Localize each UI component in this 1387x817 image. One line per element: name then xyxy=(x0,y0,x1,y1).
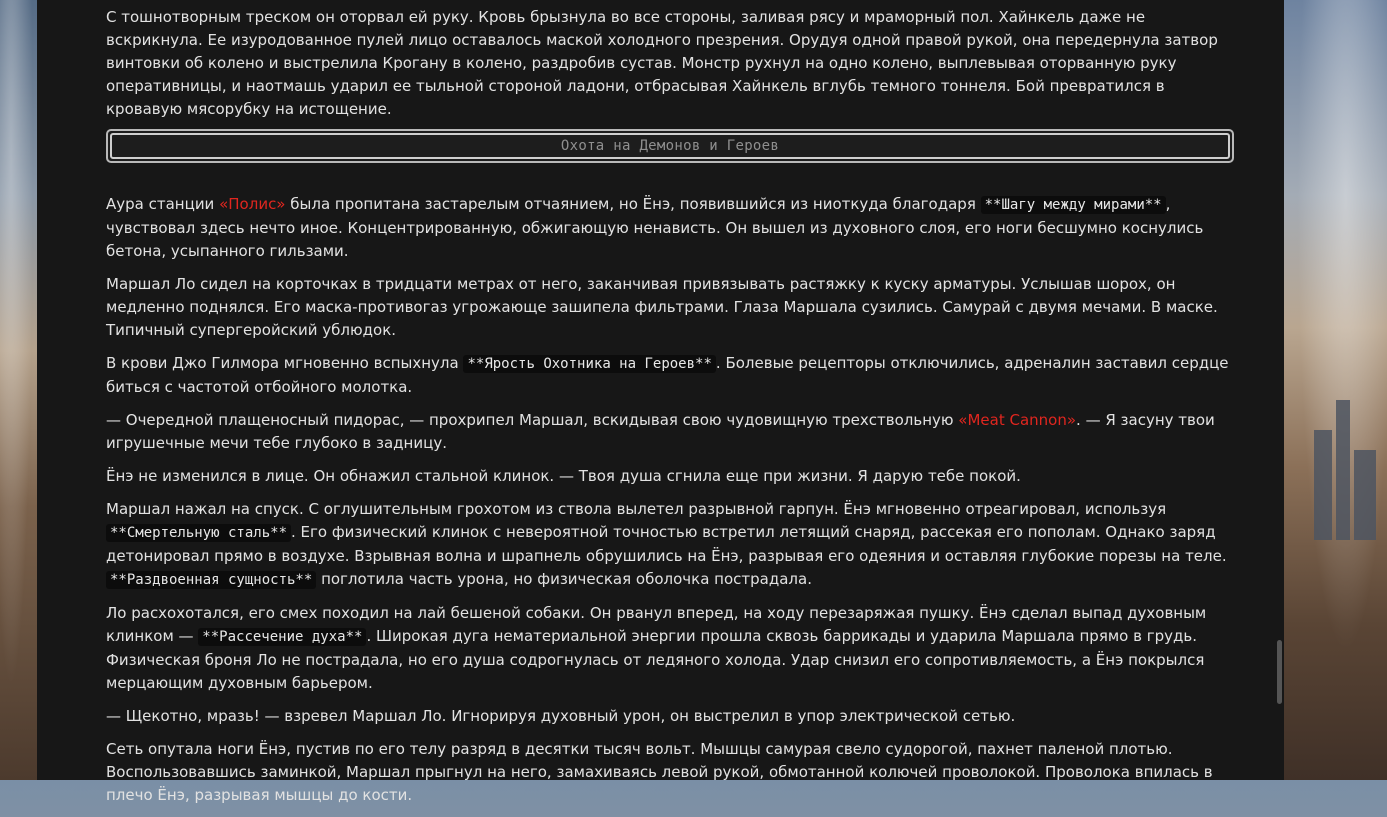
story-paragraph: Маршал Ло сидел на корточках в тридцати метрах от него, заканчивая привязывать растяжку к куску арматуры. Услышав шорох, он медленно поднялся. Его маска-противогаз угрожающе зашипела фильтрами. Глаза Маршала сузились. Самурай с двумя мечами. В маске. Типичный супергеройский ублюдок. xyxy=(106,275,1218,339)
story-paragraph xyxy=(106,6,1234,121)
ruin-silhouette xyxy=(1336,400,1350,540)
paragraph-text: С тошнотворным треском он оторвал ей руку. Кровь брызнула во все стороны, заливая рясу и мраморный пол. Хайнкель даже не вскрикнула. Ее изуродованное пулей лицо оставалось маской холодного презрения. Орудуя одной правой рукой, она передернула затвор винтовки об колено и выстрелила Крогану в колено, раздробив сустав. Монстр рухнул на одно колено, выплевывая оторванную руку оперативницы, и наотмашь ударил ее тыльной стороной ладони, отбрасывая Хайнкель вглубь темного тоннеля. Бой превратился в кровавую мясорубку на истощение. xyxy=(106,8,1218,118)
story-panel xyxy=(37,0,1284,804)
skill-code: **Шагу между мирами** xyxy=(981,196,1166,214)
story-paragraph: В крови Джо Гилмора мгновенно вспыхнула **Ярость Охотника на Героев** . Болевые рецепторы отключились, адреналин заставил сердце биться с частотой отбойного молотка. xyxy=(106,354,1229,396)
skill-code: **Ярость Охотника на Героев** xyxy=(463,355,715,373)
story-content xyxy=(106,6,1234,817)
weapon-highlight: «Meat Cannon» xyxy=(958,411,1077,429)
ruin-silhouette xyxy=(1354,450,1376,540)
skill-code: **Раздвоенная сущность** xyxy=(106,571,316,589)
skill-code: **Смертельную сталь** xyxy=(106,524,291,542)
story-paragraph: Ло расхохотался, его смех походил на лай бешеной собаки. Он рванул вперед, на ходу перезаряжая пушку. Ёнэ сделал выпад духовным клинком — **Рассечение духа** . Широкая дуга нематериальной энергии прошла сквозь баррикады и ударила Маршала прямо в грудь. Физическая броня Ло не пострадала, но его душа содрогнулась от ледяного холода. Удар снизил его сопротивляемость, а Ёнэ покрылся мерцающим духовным барьером. xyxy=(106,604,1207,692)
story-paragraph: Маршал нажал на спуск. С оглушительным грохотом из ствола вылетел разрывной гарпун. Ёнэ мгновенно отреагировал, используя **Смертельную сталь** . Его физический клинок с невероятной точностью встретил летящий снаряд, рассекая его пополам. Однако заряд детонировал прямо в воздухе. Взрывная волна и шрапнель обрушились на Ёнэ, разрывая его одеяния и оставляя глубокие порезы на теле. **Раздвоенная сущность** поглотила часть урона, но физическая оболочка пострадала. xyxy=(106,500,1227,588)
chapter-heading-box xyxy=(106,129,1234,163)
skill-code: **Рассечение духа** xyxy=(198,628,366,646)
story-paragraph: Сеть опутала ноги Ёнэ, пустив по его телу разряд в десятки тысяч вольт. Мышцы самурая свело судорогой, пахнет паленой плотью. Воспользовавшись заминкой, Маршал прыгнул на него, замахиваясь левой рукой, обмотанной колючей проволокой. Проволока впилась в плечо Ёнэ, разрывая мышцы до кости. xyxy=(106,740,1213,804)
story-paragraph: Аура станции «Полис» была пропитана застарелым отчаянием, но Ёнэ, появившийся из ниоткуда благодаря **Шагу между мирами** , чувствовал здесь нечто иное. Концентрированную, обжигающую ненависть. Он вышел из духовного слоя, его ноги бесшумно коснулись бетона, усыпанного гильзами. xyxy=(106,195,1204,260)
background-left xyxy=(0,0,37,780)
ruin-silhouette xyxy=(1314,430,1332,540)
background-right xyxy=(1284,0,1387,780)
story-paragraph: Ёнэ не изменился в лице. Он обнажил стальной клинок. — Твоя душа сгнила еще при жизни. Я дарую тебе покой. xyxy=(106,467,1021,485)
story-paragraph: — Щекотно, мразь! — взревел Маршал Ло. Игнорируя духовный урон, он выстрелил в упор электрической сетью. xyxy=(106,707,1016,725)
scrollbar-thumb[interactable] xyxy=(1277,640,1282,704)
story-paragraph: — Очередной плащеносный пидорас, — прохрипел Маршал, вскидывая свою чудовищную трехствольную «Meat Cannon». — Я засуну твои игрушечные мечи тебе глубоко в задницу. xyxy=(106,411,1215,452)
location-highlight: «Полис» xyxy=(219,195,286,213)
chapter-heading: Охота на Демонов и Героев xyxy=(110,133,1230,159)
